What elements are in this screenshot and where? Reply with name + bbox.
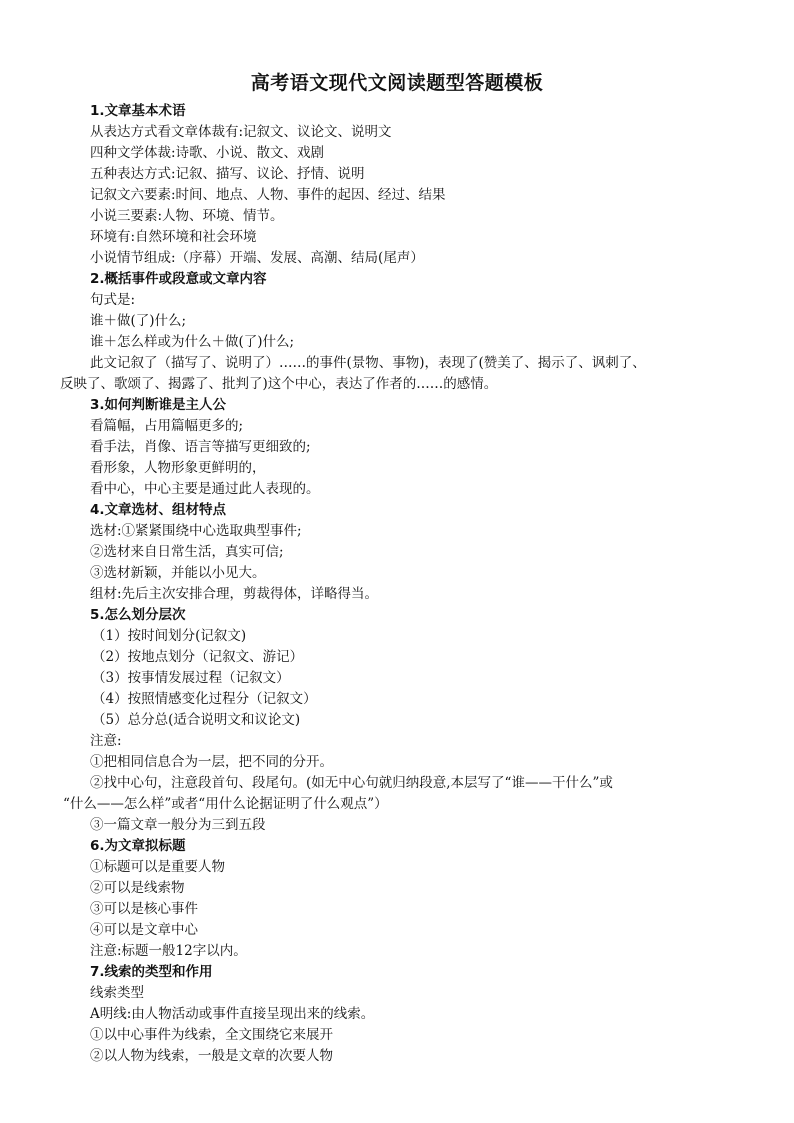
text-line: 环境有:自然环境和社会环境 [90,229,257,245]
text-line: ④可以是文章中心 [90,922,198,938]
text-line: ②以人物为线索，一般是文章的次要人物 [90,1048,333,1064]
text-line: ①以中心事件为线索，全文围绕它来展开 [90,1027,333,1043]
text-line: 谁＋怎么样或为什么＋做(了)什么; [90,334,295,350]
document-body [0,101,794,1067]
section-heading: 2.概括事件或段意或文章内容 [90,271,267,287]
text-line: （5）总分总(适合说明文和议论文) [92,712,301,728]
text-line: （1）按时间划分(记叙文) [92,628,247,644]
page-title: 高考语文现代文阅读题型答题模板 [250,72,544,94]
text-line: 从表达方式看文章体裁有:记叙文、议论文、说明文 [90,124,392,140]
text-line: 注意:标题一般12字以内。 [90,943,247,959]
text-line: （2）按地点划分（记叙文、游记） [92,649,304,665]
text-line: ②找中心句，注意段首句、段尾句。(如无中心句就归纳段意,本层写了“谁——干什么”或 [90,775,613,791]
text-line: 选材:①紧紧围绕中心选取典型事件; [90,523,302,539]
text-line: ③选材新颖，并能以小见大。 [90,565,266,581]
text-line: 句式是: [90,292,136,308]
text-line: 五种表达方式:记叙、描写、议论、抒情、说明 [90,166,365,182]
text-line: 看中心，中心主要是通过此人表现的。 [90,481,320,497]
text-line: 四种文学体裁:诗歌、小说、散文、戏剧 [90,145,325,161]
text-line: （4）按照情感变化过程分（记叙文） [92,691,317,707]
text-line: ②可以是线索物 [90,880,185,896]
section-heading: 4.文章选材、组材特点 [90,502,227,518]
text-line: ③可以是核心事件 [90,901,198,917]
text-line: 线索类型 [90,985,144,1001]
section-heading: 3.如何判断谁是主人公 [90,397,227,413]
text-line: 注意: [90,733,122,749]
text-line: 看形象，人物形象更鲜明的， [90,460,266,476]
text-line: 谁＋做(了)什么; [90,313,187,329]
text-line: （3）按事情发展过程（记叙文） [92,670,290,686]
text-line: 小说三要素:人物、环境、情节。 [90,208,284,224]
text-line: 看手法，肖像、语言等描写更细致的; [90,439,311,455]
text-line: 小说情节组成:（序幕）开端、发展、高潮、结局(尾声） [90,250,424,266]
section-heading: 1.文章基本术语 [90,103,186,119]
text-line: 组材:先后主次安排合理，剪裁得体，详略得当。 [90,586,379,602]
text-line: 此文记叙了（描写了、说明了）……的事件(景物、事物)，表现了(赞美了、揭示了、讽刺了、 [90,355,646,371]
text-line: A明线:由人物活动或事件直接呈现出来的线索。 [90,1006,375,1022]
text-line: 看篇幅，占用篇幅更多的; [90,418,244,434]
text-line: 反映了、歌颂了、揭露了、批判了)这个中心，表达了作者的……的感情。 [60,376,498,392]
text-line: 记叙文六要素:时间、地点、人物、事件的起因、经过、结果 [90,187,446,203]
text-line: ②选材来自日常生活，真实可信; [90,544,284,560]
text-line: ①把相同信息合为一层，把不同的分开。 [90,754,333,770]
text-line: ①标题可以是重要人物 [90,859,225,875]
section-heading: 5.怎么划分层次 [90,607,186,623]
text-line: “什么——怎么样”或者“用什么论据证明了什么观点”） [63,796,388,812]
section-heading: 6.为文章拟标题 [90,838,186,854]
text-line: ③一篇文章一般分为三到五段 [90,817,266,833]
section-heading: 7.线索的类型和作用 [90,964,213,980]
